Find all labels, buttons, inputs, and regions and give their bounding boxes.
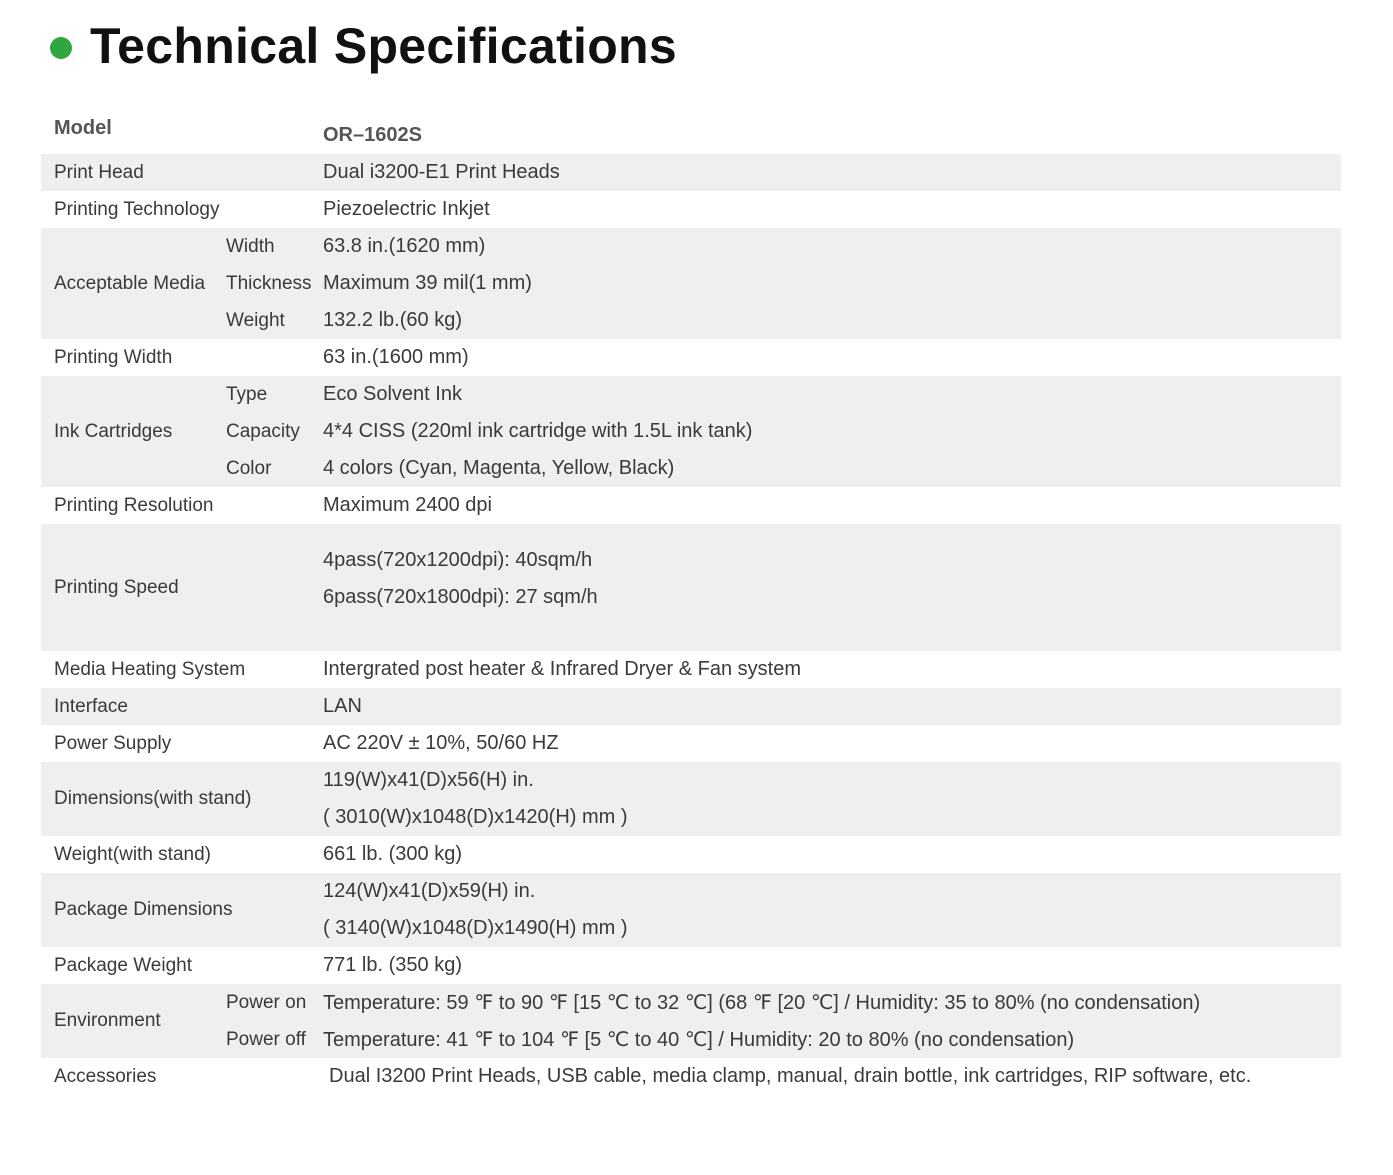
spec-value: AC 220V ± 10%, 50/60 HZ xyxy=(323,732,559,754)
spec-value: LAN xyxy=(323,695,362,717)
spec-row-printing-width xyxy=(41,339,1341,376)
spec-label: Printing Width xyxy=(54,346,173,368)
spec-label: Dimensions(with stand) xyxy=(54,788,252,809)
spec-label: Power Supply xyxy=(54,732,172,754)
spec-row-weight xyxy=(41,836,1341,873)
spec-row-print-head xyxy=(41,154,1341,191)
spec-row-environment xyxy=(41,984,1341,1058)
spec-row-power-supply xyxy=(41,725,1341,762)
spec-value: Temperature: 41 ℉ to 104 ℉ [5 ℃ to 40 ℃] / Humidity: 20 to 80% (no condensation) xyxy=(323,1029,1075,1051)
spec-row-dimensions xyxy=(41,762,1341,836)
spec-row-package-weight xyxy=(41,947,1341,984)
spec-value: 4pass(720x1200dpi): 40sqm/h xyxy=(323,549,593,571)
spec-value: Dual I3200 Print Heads, USB cable, media clamp, manual, drain bottle, ink cartridges, RIP software, etc. xyxy=(329,1065,1252,1087)
spec-label: Acceptable Media xyxy=(54,272,206,294)
spec-label: Package Weight xyxy=(54,954,193,976)
spec-value: Dual i3200-E1 Print Heads xyxy=(323,161,560,183)
spec-value: 63.8 in.(1620 mm) xyxy=(323,235,486,257)
spec-sub-label: Width xyxy=(226,235,275,257)
spec-row-accessories xyxy=(41,1058,1341,1095)
spec-sub-label: Power on xyxy=(226,991,307,1013)
spec-value: Intergrated post heater & Infrared Dryer & Fan system xyxy=(323,658,801,680)
spec-sub-label: Type xyxy=(226,383,268,405)
spec-value: ( 3140(W)x1048(D)x1490(H) mm ) xyxy=(323,917,628,939)
bullet-dot-icon xyxy=(50,37,72,59)
spec-value: Eco Solvent Ink xyxy=(323,383,462,405)
spec-value: 132.2 lb.(60 kg) xyxy=(323,309,462,331)
spec-row-printing-technology xyxy=(41,191,1341,228)
spec-label: Print Head xyxy=(54,161,144,183)
spec-value: Temperature: 59 ℉ to 90 ℉ [15 ℃ to 32 ℃] (68 ℉ [20 ℃] / Humidity: 35 to 80% (no condensation) xyxy=(323,992,1201,1014)
spec-sub-label: Power off xyxy=(226,1028,306,1050)
spec-value: 63 in.(1600 mm) xyxy=(323,346,469,368)
spec-value: ( 3010(W)x1048(D)x1420(H) mm ) xyxy=(323,806,628,828)
spec-value: 6pass(720x1800dpi): 27 sqm/h xyxy=(323,586,598,608)
spec-label: Media Heating System xyxy=(54,658,246,680)
spec-label: Accessories xyxy=(54,1065,157,1087)
spec-sub-label: Capacity xyxy=(226,420,300,442)
spec-row-media-heating-system xyxy=(41,651,1341,688)
spec-value: Maximum 2400 dpi xyxy=(323,494,492,516)
spec-value: Maximum 39 mil(1 mm) xyxy=(323,272,532,294)
spec-sub-label: Thickness xyxy=(226,272,312,294)
spec-row-acceptable-media xyxy=(41,228,1341,339)
spec-row-ink-cartridges xyxy=(41,376,1341,487)
model-label: Model xyxy=(54,117,112,139)
spec-row-printing-resolution xyxy=(41,487,1341,524)
spec-label: Printing Technology xyxy=(54,198,220,220)
spec-value: 124(W)x41(D)x59(H) in. xyxy=(323,880,536,902)
spec-value: 661 lb. (300 kg) xyxy=(323,843,462,865)
spec-value: 771 lb. (350 kg) xyxy=(323,954,462,976)
spec-label: Printing Speed xyxy=(54,576,179,598)
spec-value: Piezoelectric Inkjet xyxy=(323,198,490,220)
spec-row-interface xyxy=(41,688,1341,725)
page-title: Technical Specifications xyxy=(90,18,678,74)
spec-label: Package Dimensions xyxy=(54,899,233,920)
spec-label: Environment xyxy=(54,1010,161,1031)
spec-sub-label: Color xyxy=(226,457,272,479)
spec-header-row xyxy=(41,117,1341,154)
spec-row-package-dimensions xyxy=(41,873,1341,947)
page-header xyxy=(50,16,677,76)
spec-table xyxy=(41,117,1341,1095)
spec-value: 4 colors (Cyan, Magenta, Yellow, Black) xyxy=(323,457,675,479)
spec-value: 119(W)x41(D)x56(H) in. xyxy=(323,769,534,791)
spec-label: Interface xyxy=(54,695,128,717)
spec-value: 4*4 CISS (220ml ink cartridge with 1.5L ink tank) xyxy=(323,420,753,442)
spec-row-printing-speed xyxy=(41,524,1341,651)
spec-label: Printing Resolution xyxy=(54,494,214,516)
spec-sub-label: Weight xyxy=(226,309,285,331)
spec-label: Ink Cartridges xyxy=(54,420,173,442)
model-value: OR–1602S xyxy=(323,124,422,146)
spec-label: Weight(with stand) xyxy=(54,843,211,865)
